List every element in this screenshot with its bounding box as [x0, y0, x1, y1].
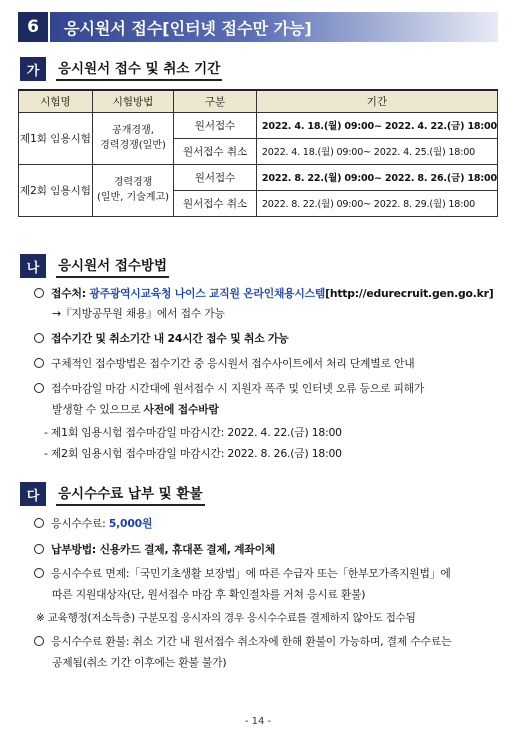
exempt-line1: 응시수수료 면제:「국민기초생활 보장법」에 따른 수급자 또는「한부모가족지원법」에: [51, 567, 451, 580]
exam2-method-line1: 경력경쟁: [113, 177, 153, 188]
list-item: [34, 634, 451, 649]
bullet-ring-icon: [34, 636, 44, 646]
exam1-type-cancel: 원서접수 취소: [174, 138, 257, 164]
subsection-a-title: 응시원서 접수 및 취소 기간: [56, 57, 222, 81]
exam2-method-line2: (일반, 기술계고): [96, 192, 170, 203]
fee-label: 응시수수료:: [51, 517, 109, 530]
section-header: [18, 12, 498, 42]
deadline-exam2: - 제2회 임용시험 접수마감일 마감시간: 2022. 8. 26.(금) 18:00: [44, 447, 342, 460]
col-header-type: 구분: [174, 90, 257, 112]
period-note: 접수기간 및 취소기간 내 24시간 접수 및 취소 가능: [51, 332, 289, 345]
place-label: 접수처:: [51, 287, 90, 300]
subsection-b-badge: 나: [20, 254, 46, 278]
deadline-note-line2-bold: 사전에 접수바람: [143, 403, 219, 416]
list-item: [34, 286, 493, 301]
subsection-a-badge: 가: [20, 57, 46, 81]
exam1-method: [92, 112, 173, 164]
subsection-a-header: [20, 57, 222, 81]
refund-line1: 응시수수료 환불: 취소 기간 내 원서접수 취소자에 한해 환불이 가능하며, 결제 수수료는: [51, 635, 452, 648]
section-title: 응시원서 접수[인터넷 접수만 가능]: [50, 12, 498, 42]
deadline-exam1: - 제1회 임용시험 접수마감일 마감시간: 2022. 4. 22.(금) 18:00: [44, 426, 342, 439]
bullet-ring-icon: [34, 288, 44, 298]
detail-note: 구체적인 접수방법은 접수기간 중 응시원서 접수사이트에서 처리 단계별로 안내: [51, 357, 415, 370]
bullet-ring-icon: [34, 568, 44, 578]
payment-methods: 납부방법: 신용카드 결제, 휴대폰 결제, 계좌이체: [51, 543, 276, 556]
exam2-method: [92, 164, 173, 216]
section-number: 6: [18, 12, 48, 42]
deadline-note-line2: [52, 402, 219, 417]
exam2-type-cancel: 원서접수 취소: [174, 190, 257, 216]
bullet-ring-icon: [34, 333, 44, 343]
bullet-ring-icon: [34, 358, 44, 368]
list-item: [34, 516, 152, 531]
list-item: [34, 566, 451, 581]
col-header-period: 기간: [256, 90, 497, 112]
place-menu-note: →『지방공무원 채용』에서 접수 가능: [52, 307, 225, 320]
exam1-period-apply: 2022. 4. 18.(월) 09:00~ 2022. 4. 22.(금) 18:00: [256, 112, 497, 138]
exam2-type-apply: 원서접수: [174, 164, 257, 190]
subsection-b-title: 응시원서 접수방법: [56, 254, 169, 278]
table-row: [19, 112, 498, 138]
list-item: [34, 331, 288, 346]
page-number: - 14 -: [244, 716, 272, 727]
exam2-name: 제2회 임용시험: [19, 164, 93, 216]
bullet-ring-icon: [34, 383, 44, 393]
exam2-period-apply: 2022. 8. 22.(월) 09:00~ 2022. 8. 26.(금) 18:00: [256, 164, 497, 190]
bullet-ring-icon: [34, 544, 44, 554]
col-header-exam: 시험명: [19, 90, 93, 112]
exam1-name: 제1회 임용시험: [19, 112, 93, 164]
exam1-type-apply: 원서접수: [174, 112, 257, 138]
table-header-row: [19, 90, 498, 112]
subsection-c-badge: 다: [20, 482, 46, 506]
application-period-table: [18, 89, 498, 217]
list-item: [34, 542, 275, 557]
exam2-period-cancel: 2022. 8. 22.(월) 09:00~ 2022. 8. 29.(월) 18:00: [256, 190, 497, 216]
exempt-line2: 따른 지원대상자(단, 원서접수 마감 후 확인절차를 거쳐 응시료 환불): [52, 588, 366, 601]
admin-note: ※ 교육행정(저소득층) 구분모집 응시자의 경우 응시수수료를 결제하지 않아도 접수됨: [36, 612, 416, 624]
list-item: [34, 356, 414, 371]
table-row: [19, 164, 498, 190]
deadline-note-line2-text: 발생할 수 있으므로: [52, 403, 144, 416]
exam1-method-line2: 경력경쟁(일반): [100, 140, 166, 151]
refund-line2: 공제됨(취소 기간 이후에는 환불 불가): [52, 656, 227, 669]
bullet-ring-icon: [34, 518, 44, 528]
place-name: 광주광역시교육청 나이스 교직원 온라인채용시스템: [89, 287, 326, 300]
subsection-c-title: 응시수수료 납부 및 환불: [56, 482, 205, 506]
exam1-method-line1: 공개경쟁,: [112, 125, 154, 136]
col-header-method: 시험방법: [92, 90, 173, 112]
fee-amount: 5,000원: [108, 517, 153, 530]
exam1-period-cancel: 2022. 4. 18.(월) 09:00~ 2022. 4. 25.(월) 18:00: [256, 138, 497, 164]
list-item: [34, 381, 424, 396]
subsection-c-header: [20, 482, 205, 506]
deadline-note-line1: 접수마감일 마감 시간대에 원서접수 시 지원자 폭주 및 인터넷 오류 등으로 피해가: [51, 382, 425, 395]
subsection-b-header: [20, 254, 169, 278]
place-url-link[interactable]: [http://edurecruit.gen.go.kr]: [325, 287, 494, 300]
